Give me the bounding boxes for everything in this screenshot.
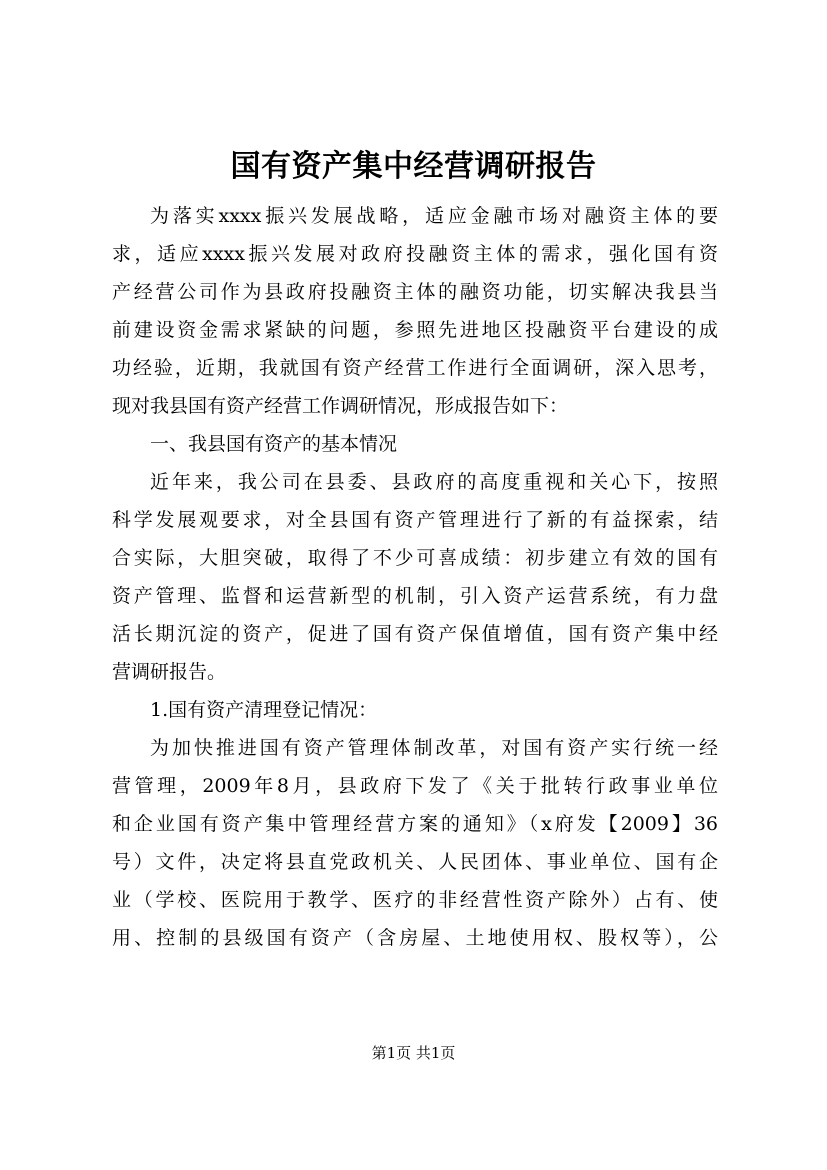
subsection-heading: 1.国有资产清理登记情况：	[150, 699, 378, 721]
paragraph-line: 为加快推进国有资产管理体制改革，对国有资产实行统一经	[150, 737, 718, 759]
paragraph-line: 产经营公司作为县政府投融资主体的融资功能，切实解决我县当	[112, 281, 718, 303]
page-number-footer: 第1页 共1页	[371, 1044, 456, 1062]
paragraph-line: 近年来，我公司在县委、县政府的高度重视和关心下，按照	[150, 471, 718, 493]
paragraph-line: 营调研报告。	[112, 661, 227, 683]
paragraph-line: 现对我县国有资产经营工作调研情况，形成报告如下：	[112, 395, 569, 417]
paragraph-line: 业（学校、医院用于教学、医疗的非经营性资产除外）占有、使	[112, 889, 718, 911]
document-title: 国有资产集中经营调研报告	[230, 149, 597, 184]
paragraph-line: 资产管理、监督和运营新型的机制，引入资产运营系统，有力盘	[112, 585, 718, 607]
paragraph-line: 和企业国有资产集中管理经营方案的通知》（x府发【2009】36	[112, 813, 718, 835]
paragraph-line: 求，适应xxxx振兴发展对政府投融资主体的需求，强化国有资	[112, 243, 718, 265]
paragraph-line: 营管理，2009年8月，县政府下发了《关于批转行政事业单位	[112, 775, 718, 797]
paragraph-line: 前建设资金需求紧缺的问题，参照先进地区投融资平台建设的成	[112, 319, 718, 341]
paragraph-line: 用、控制的县级国有资产（含房屋、土地使用权、股权等），公	[112, 927, 718, 949]
paragraph-line: 为落实xxxx振兴发展战略，适应金融市场对融资主体的要	[150, 205, 718, 227]
paragraph-line: 活长期沉淀的资产，促进了国有资产保值增值，国有资产集中经	[112, 623, 718, 645]
paragraph-line: 功经验，近期，我就国有资产经营工作进行全面调研，深入思考，	[112, 357, 718, 379]
section-heading: 一、我县国有资产的基本情况	[150, 433, 398, 455]
paragraph-line: 号）文件，决定将县直党政机关、人民团体、事业单位、国有企	[112, 851, 718, 873]
paragraph-line: 科学发展观要求，对全县国有资产管理进行了新的有益探索，结	[112, 509, 718, 531]
paragraph-line: 合实际，大胆突破，取得了不少可喜成绩：初步建立有效的国有	[112, 547, 718, 569]
